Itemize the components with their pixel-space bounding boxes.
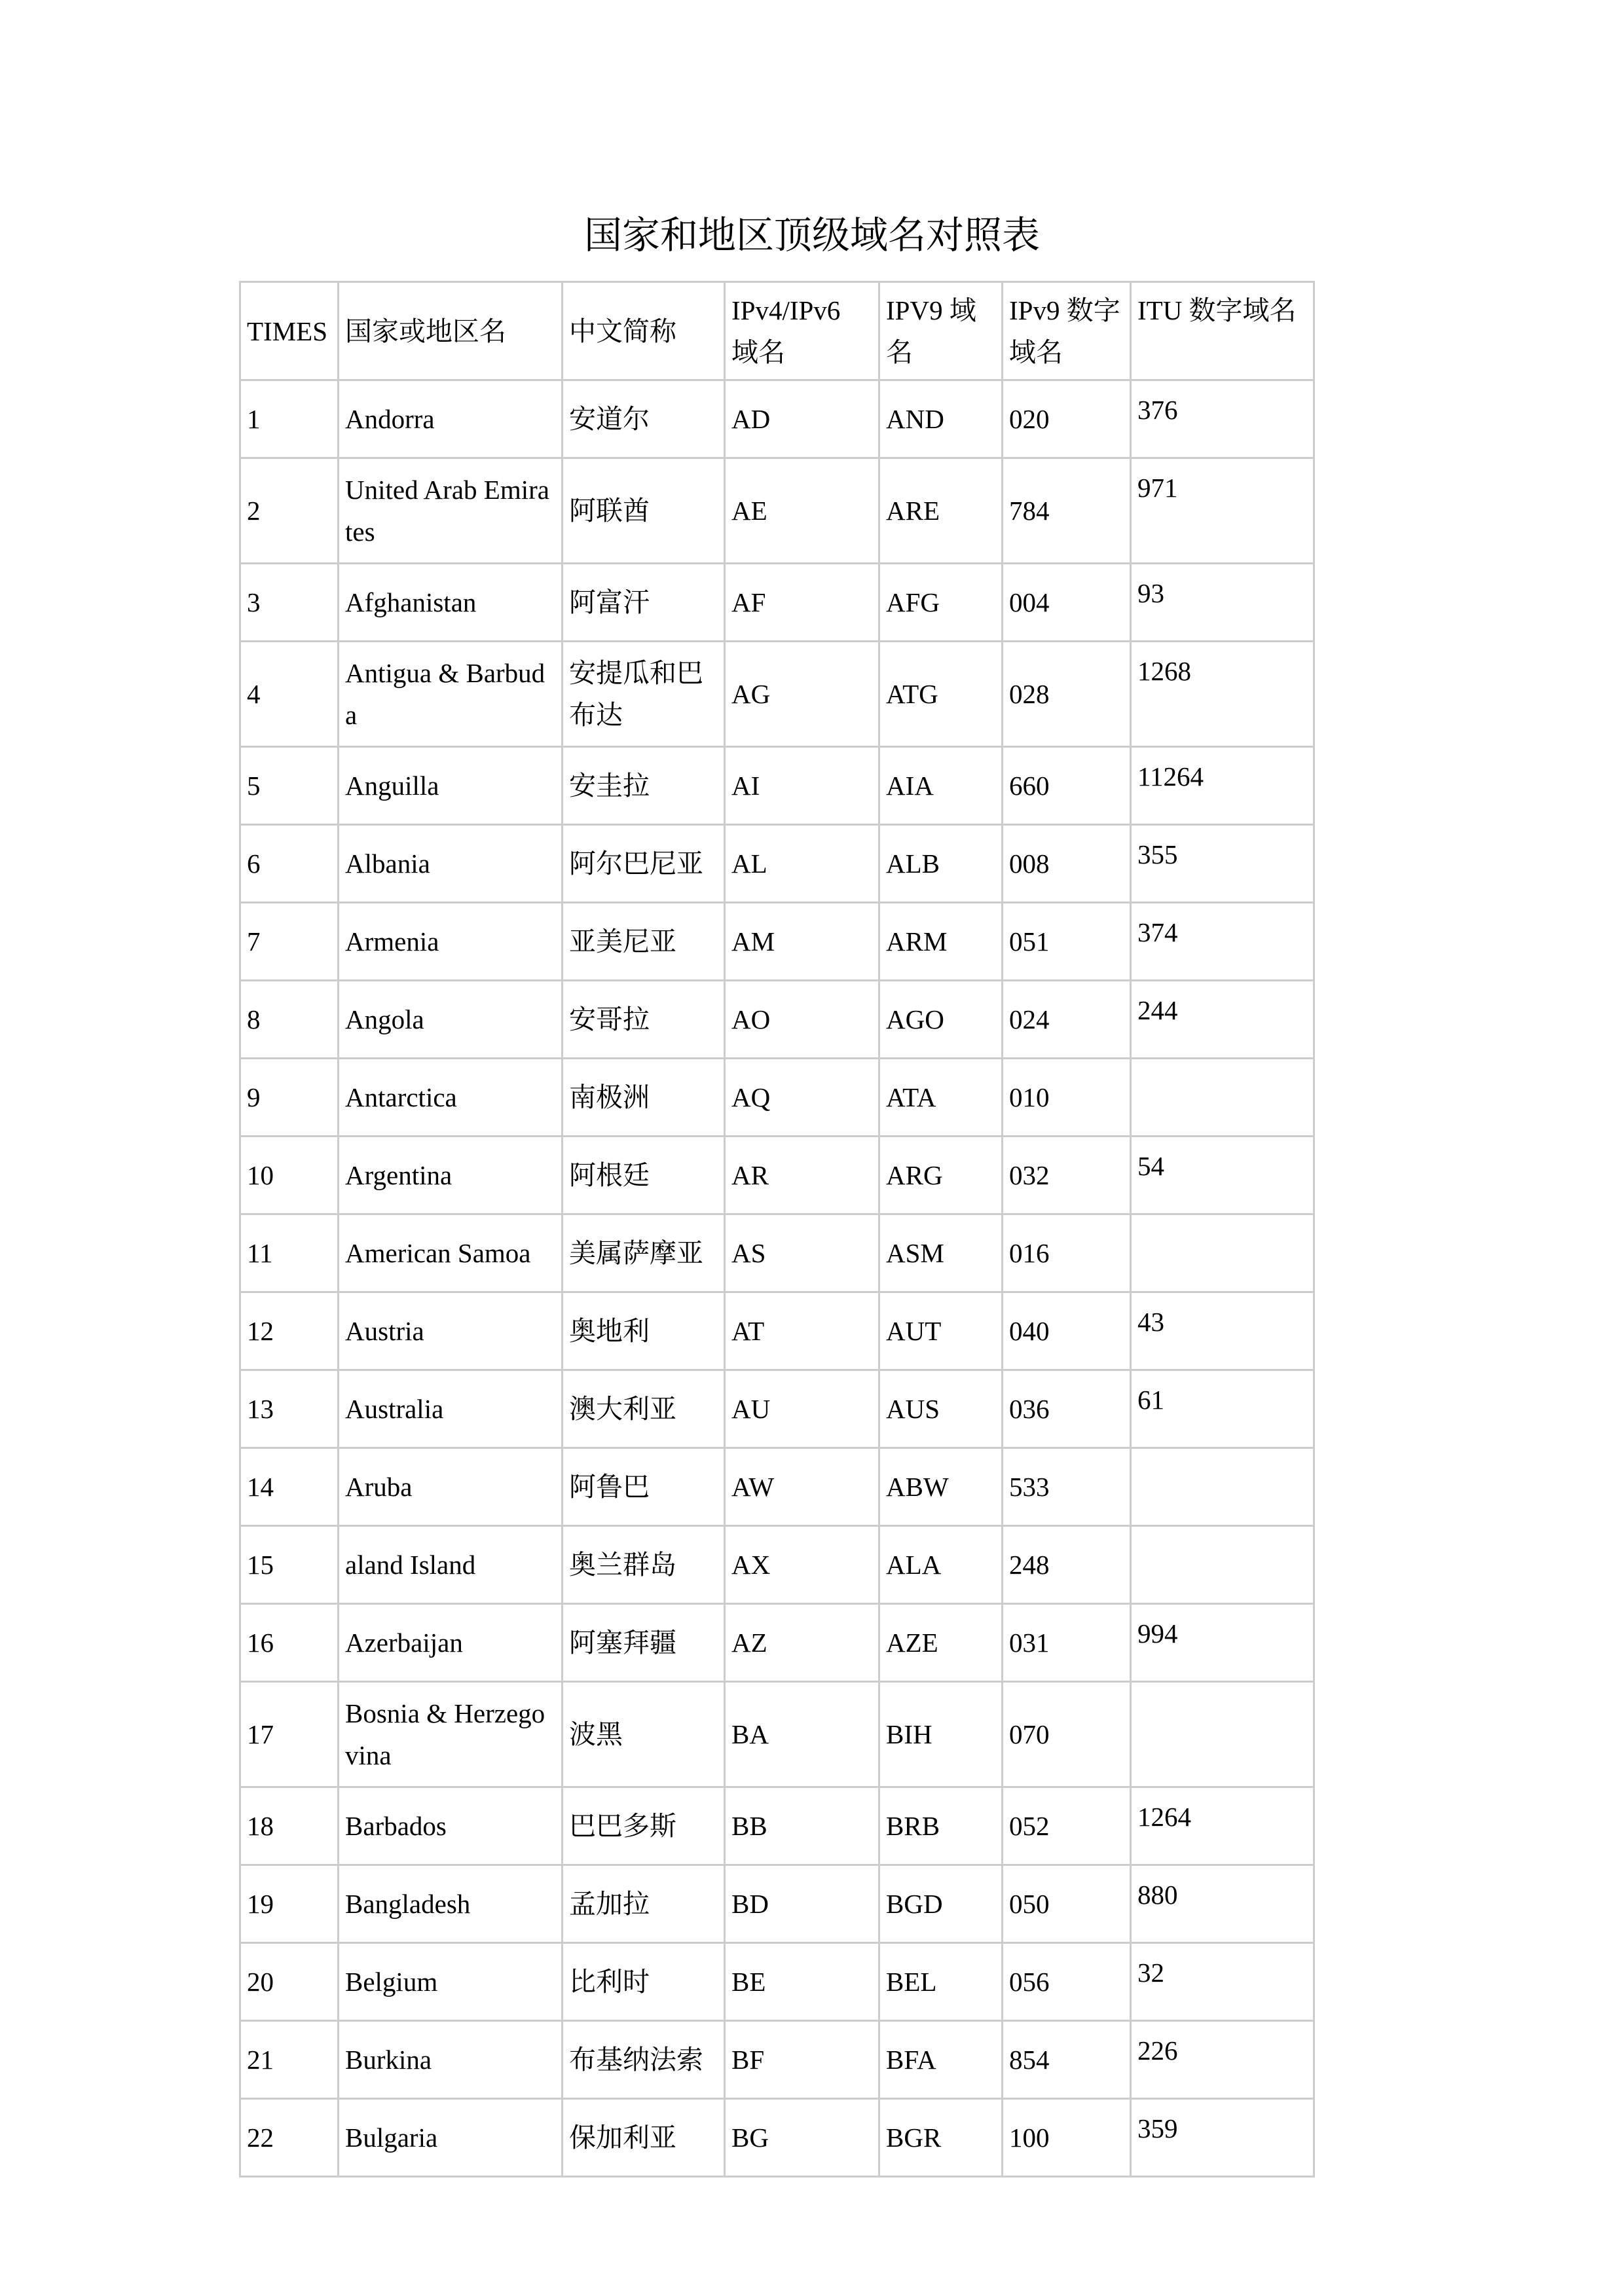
cell-ipv9-numeric: 028 xyxy=(1003,642,1131,747)
cell-ipv9: AUT xyxy=(879,1292,1003,1370)
cell-country: Australia xyxy=(339,1370,563,1448)
cell-ipv4-ipv6: AQ xyxy=(725,1059,879,1137)
cell-country: aland Island xyxy=(339,1526,563,1604)
cell-ipv9-numeric: 004 xyxy=(1003,564,1131,642)
cell-country: Antarctica xyxy=(339,1059,563,1137)
cell-ipv9: AGO xyxy=(879,981,1003,1059)
cell-itu: 1264 xyxy=(1131,1787,1314,1865)
table-row xyxy=(240,1292,1314,1370)
cell-country: Anguilla xyxy=(339,747,563,825)
cell-itu: 32 xyxy=(1131,1943,1314,2021)
cell-cn-name: 安圭拉 xyxy=(563,747,725,825)
cell-times: 9 xyxy=(240,1059,339,1137)
cell-cn-name: 波黑 xyxy=(563,1682,725,1787)
cell-ipv9: AFG xyxy=(879,564,1003,642)
cell-ipv4-ipv6: AW xyxy=(725,1448,879,1526)
cell-times: 19 xyxy=(240,1865,339,1943)
cell-cn-name: 安道尔 xyxy=(563,380,725,458)
cell-itu: 376 xyxy=(1131,380,1314,458)
table-row xyxy=(240,564,1314,642)
table-row xyxy=(240,1059,1314,1137)
cell-ipv9: ARG xyxy=(879,1137,1003,1214)
cell-ipv9: BFA xyxy=(879,2021,1003,2099)
table-row xyxy=(240,825,1314,903)
cell-ipv9-numeric: 070 xyxy=(1003,1682,1131,1787)
cell-itu xyxy=(1131,1682,1314,1787)
table-row xyxy=(240,903,1314,981)
cell-ipv9-numeric: 031 xyxy=(1003,1604,1131,1682)
table-header-row xyxy=(240,282,1314,380)
table-body xyxy=(240,380,1314,2177)
cell-ipv9-numeric: 008 xyxy=(1003,825,1131,903)
cell-cn-name: 美属萨摩亚 xyxy=(563,1214,725,1292)
cell-country: Azerbaijan xyxy=(339,1604,563,1682)
cell-ipv9: ALB xyxy=(879,825,1003,903)
cell-ipv4-ipv6: BB xyxy=(725,1787,879,1865)
cell-ipv9: ASM xyxy=(879,1214,1003,1292)
cell-times: 15 xyxy=(240,1526,339,1604)
table-row xyxy=(240,1448,1314,1526)
cell-ipv4-ipv6: AG xyxy=(725,642,879,747)
cell-cn-name: 奥兰群岛 xyxy=(563,1526,725,1604)
cell-times: 7 xyxy=(240,903,339,981)
table-row xyxy=(240,981,1314,1059)
table-row xyxy=(240,1137,1314,1214)
cell-cn-name: 阿尔巴尼亚 xyxy=(563,825,725,903)
cell-country: Austria xyxy=(339,1292,563,1370)
table-row xyxy=(240,1214,1314,1292)
header-ipv9: IPV9 域名 xyxy=(879,282,1003,380)
cell-itu: 994 xyxy=(1131,1604,1314,1682)
cell-ipv9: BRB xyxy=(879,1787,1003,1865)
cell-ipv4-ipv6: AO xyxy=(725,981,879,1059)
cell-ipv4-ipv6: BF xyxy=(725,2021,879,2099)
cell-itu: 43 xyxy=(1131,1292,1314,1370)
cell-cn-name: 安提瓜和巴布达 xyxy=(563,642,725,747)
cell-ipv9: ALA xyxy=(879,1526,1003,1604)
cell-ipv9-numeric: 854 xyxy=(1003,2021,1131,2099)
cell-itu: 1268 xyxy=(1131,642,1314,747)
cell-cn-name: 孟加拉 xyxy=(563,1865,725,1943)
cell-country: Albania xyxy=(339,825,563,903)
cell-country: Aruba xyxy=(339,1448,563,1526)
cell-ipv4-ipv6: BD xyxy=(725,1865,879,1943)
table-row xyxy=(240,1787,1314,1865)
table-row xyxy=(240,747,1314,825)
cell-ipv4-ipv6: AT xyxy=(725,1292,879,1370)
cell-ipv9: BIH xyxy=(879,1682,1003,1787)
header-times: TIMES xyxy=(240,282,339,380)
cell-times: 22 xyxy=(240,2099,339,2177)
cell-times: 1 xyxy=(240,380,339,458)
cell-itu: 54 xyxy=(1131,1137,1314,1214)
cell-country: Armenia xyxy=(339,903,563,981)
cell-ipv9-numeric: 051 xyxy=(1003,903,1131,981)
cell-country: Andorra xyxy=(339,380,563,458)
cell-times: 5 xyxy=(240,747,339,825)
cell-itu: 880 xyxy=(1131,1865,1314,1943)
cell-times: 21 xyxy=(240,2021,339,2099)
cell-times: 13 xyxy=(240,1370,339,1448)
cell-ipv9-numeric: 533 xyxy=(1003,1448,1131,1526)
cell-cn-name: 比利时 xyxy=(563,1943,725,2021)
domain-table xyxy=(239,281,1315,2178)
cell-country: Antigua & Barbuda xyxy=(339,642,563,747)
table-row xyxy=(240,1865,1314,1943)
cell-cn-name: 保加利亚 xyxy=(563,2099,725,2177)
cell-ipv9-numeric: 050 xyxy=(1003,1865,1131,1943)
table-row xyxy=(240,2021,1314,2099)
header-itu: ITU 数字域名 xyxy=(1131,282,1314,380)
cell-ipv9-numeric: 032 xyxy=(1003,1137,1131,1214)
header-ipv4-ipv6: IPv4/IPv6 域名 xyxy=(725,282,879,380)
cell-ipv9: BGD xyxy=(879,1865,1003,1943)
cell-ipv9: ARM xyxy=(879,903,1003,981)
cell-cn-name: 布基纳法索 xyxy=(563,2021,725,2099)
cell-itu xyxy=(1131,1448,1314,1526)
cell-ipv4-ipv6: BE xyxy=(725,1943,879,2021)
cell-country: Barbados xyxy=(339,1787,563,1865)
cell-ipv9: ARE xyxy=(879,458,1003,564)
cell-ipv4-ipv6: AR xyxy=(725,1137,879,1214)
cell-ipv9-numeric: 100 xyxy=(1003,2099,1131,2177)
cell-ipv9-numeric: 036 xyxy=(1003,1370,1131,1448)
cell-ipv4-ipv6: AS xyxy=(725,1214,879,1292)
cell-country: Argentina xyxy=(339,1137,563,1214)
cell-ipv9-numeric: 020 xyxy=(1003,380,1131,458)
cell-cn-name: 阿联酋 xyxy=(563,458,725,564)
cell-ipv9: ATA xyxy=(879,1059,1003,1137)
table-row xyxy=(240,1526,1314,1604)
cell-ipv9-numeric: 660 xyxy=(1003,747,1131,825)
cell-cn-name: 澳大利亚 xyxy=(563,1370,725,1448)
cell-times: 6 xyxy=(240,825,339,903)
cell-country: Bulgaria xyxy=(339,2099,563,2177)
table-row xyxy=(240,642,1314,747)
cell-ipv9-numeric: 024 xyxy=(1003,981,1131,1059)
cell-itu: 971 xyxy=(1131,458,1314,564)
cell-country: Burkina xyxy=(339,2021,563,2099)
cell-cn-name: 阿根廷 xyxy=(563,1137,725,1214)
cell-times: 16 xyxy=(240,1604,339,1682)
cell-cn-name: 阿塞拜疆 xyxy=(563,1604,725,1682)
cell-ipv9: ABW xyxy=(879,1448,1003,1526)
cell-times: 12 xyxy=(240,1292,339,1370)
cell-cn-name: 阿富汗 xyxy=(563,564,725,642)
header-country: 国家或地区名 xyxy=(339,282,563,380)
cell-times: 14 xyxy=(240,1448,339,1526)
cell-ipv4-ipv6: AI xyxy=(725,747,879,825)
cell-times: 2 xyxy=(240,458,339,564)
cell-itu: 359 xyxy=(1131,2099,1314,2177)
table-row xyxy=(240,1943,1314,2021)
cell-ipv4-ipv6: AL xyxy=(725,825,879,903)
cell-country: Angola xyxy=(339,981,563,1059)
cell-country: Bosnia & Herzegovina xyxy=(339,1682,563,1787)
cell-times: 4 xyxy=(240,642,339,747)
cell-ipv9-numeric: 248 xyxy=(1003,1526,1131,1604)
cell-times: 20 xyxy=(240,1943,339,2021)
cell-ipv4-ipv6: BA xyxy=(725,1682,879,1787)
cell-ipv9: ATG xyxy=(879,642,1003,747)
cell-ipv9: AND xyxy=(879,380,1003,458)
cell-itu xyxy=(1131,1526,1314,1604)
cell-country: American Samoa xyxy=(339,1214,563,1292)
cell-times: 11 xyxy=(240,1214,339,1292)
table-row xyxy=(240,380,1314,458)
cell-ipv4-ipv6: AF xyxy=(725,564,879,642)
cell-itu: 226 xyxy=(1131,2021,1314,2099)
cell-country: Belgium xyxy=(339,1943,563,2021)
cell-ipv4-ipv6: AZ xyxy=(725,1604,879,1682)
cell-itu xyxy=(1131,1059,1314,1137)
table-row xyxy=(240,2099,1314,2177)
cell-itu: 11264 xyxy=(1131,747,1314,825)
cell-ipv4-ipv6: AM xyxy=(725,903,879,981)
cell-times: 17 xyxy=(240,1682,339,1787)
cell-ipv4-ipv6: AU xyxy=(725,1370,879,1448)
cell-ipv4-ipv6: AD xyxy=(725,380,879,458)
cell-times: 3 xyxy=(240,564,339,642)
cell-itu: 61 xyxy=(1131,1370,1314,1448)
cell-ipv4-ipv6: BG xyxy=(725,2099,879,2177)
cell-ipv9-numeric: 784 xyxy=(1003,458,1131,564)
cell-itu: 244 xyxy=(1131,981,1314,1059)
cell-ipv9: AZE xyxy=(879,1604,1003,1682)
cell-ipv9: BEL xyxy=(879,1943,1003,2021)
cell-ipv9: AIA xyxy=(879,747,1003,825)
cell-itu xyxy=(1131,1214,1314,1292)
cell-cn-name: 巴巴多斯 xyxy=(563,1787,725,1865)
table-row xyxy=(240,1370,1314,1448)
cell-times: 8 xyxy=(240,981,339,1059)
cell-cn-name: 南极洲 xyxy=(563,1059,725,1137)
cell-ipv4-ipv6: AX xyxy=(725,1526,879,1604)
cell-country: Bangladesh xyxy=(339,1865,563,1943)
header-ipv9-numeric: IPv9 数字域名 xyxy=(1003,282,1131,380)
cell-ipv9-numeric: 010 xyxy=(1003,1059,1131,1137)
cell-cn-name: 安哥拉 xyxy=(563,981,725,1059)
cell-cn-name: 亚美尼亚 xyxy=(563,903,725,981)
cell-itu: 355 xyxy=(1131,825,1314,903)
cell-ipv9-numeric: 016 xyxy=(1003,1214,1131,1292)
cell-ipv9: BGR xyxy=(879,2099,1003,2177)
cell-itu: 374 xyxy=(1131,903,1314,981)
table-row xyxy=(240,458,1314,564)
cell-ipv9-numeric: 052 xyxy=(1003,1787,1131,1865)
cell-country: United Arab Emirates xyxy=(339,458,563,564)
header-cn-name: 中文简称 xyxy=(563,282,725,380)
cell-itu: 93 xyxy=(1131,564,1314,642)
cell-cn-name: 阿鲁巴 xyxy=(563,1448,725,1526)
cell-ipv9-numeric: 056 xyxy=(1003,1943,1131,2021)
cell-ipv4-ipv6: AE xyxy=(725,458,879,564)
cell-times: 10 xyxy=(240,1137,339,1214)
page-title: 国家和地区顶级域名对照表 xyxy=(583,214,1040,257)
cell-country: Afghanistan xyxy=(339,564,563,642)
table-row xyxy=(240,1604,1314,1682)
cell-ipv9-numeric: 040 xyxy=(1003,1292,1131,1370)
cell-ipv9: AUS xyxy=(879,1370,1003,1448)
cell-times: 18 xyxy=(240,1787,339,1865)
table-row xyxy=(240,1682,1314,1787)
cell-cn-name: 奥地利 xyxy=(563,1292,725,1370)
